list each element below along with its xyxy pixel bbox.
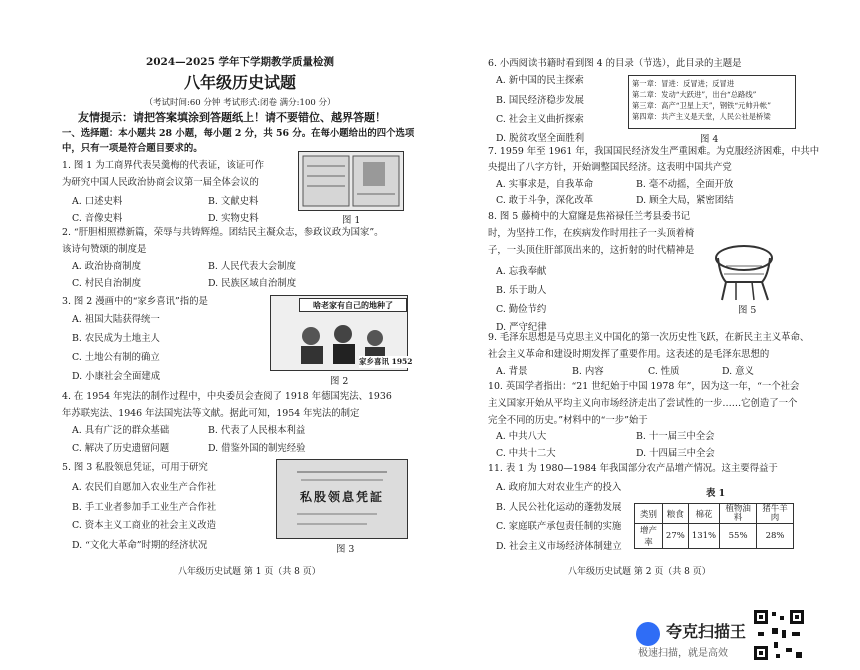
question-5: 5. 图 3 私股领息凭证，可用于研究 xyxy=(62,462,208,473)
question-8-stem-2: 时，为坚持工作，在疾病发作时用拄子一头顶着椅 xyxy=(488,228,695,239)
toc-line-1: 第一章：冒进：反冒进；反冒进 xyxy=(632,79,735,88)
q6-option-b[interactable]: B. 国民经济稳步发展 xyxy=(496,95,584,106)
question-8-stem-3: 子，一头顶住肝部顶出来的，这折射的时代精神是 xyxy=(488,245,695,256)
q7-option-a[interactable]: A. 实事求是，自我革命 xyxy=(496,179,594,190)
scanner-slogan: 极速扫描，就是高效 xyxy=(638,648,728,659)
question-3: 3. 图 2 漫画中的“家乡喜讯”指的是 xyxy=(62,296,208,307)
certificate-illustration xyxy=(299,152,403,210)
q10-option-b[interactable]: B. 十一届三中全会 xyxy=(636,431,715,442)
subject-title: 八年级历史试题 xyxy=(183,73,296,92)
question-8-stem-1: 8. 图 5 藤椅中的大窟窿是焦裕禄任兰考县委书记 xyxy=(488,211,690,222)
figure-2-image xyxy=(270,295,413,371)
question-9-stem-1: 9. 毛泽东思想是马克思主义中国化的第一次历史性飞跃，在新民主主义革命、 xyxy=(488,332,810,343)
question-7-stem-2: 央提出了八字方针，开始调整国民经济。这表明中国共产党 xyxy=(488,162,732,173)
table-header-cell: 粮食 xyxy=(662,504,688,524)
figure-5-caption: 图 5 xyxy=(738,305,757,316)
toc-list xyxy=(629,76,795,124)
q11-option-a[interactable]: A. 政府加大对农业生产的投入 xyxy=(496,482,622,493)
exam-title: 2024—2025 学年下学期教学质量检测 xyxy=(145,56,335,68)
q9-option-c[interactable]: C. 性质 xyxy=(648,366,680,377)
table-1-title: 表 1 xyxy=(706,488,726,499)
q2-option-a[interactable]: A. 政治协商制度 xyxy=(72,261,141,272)
table-row xyxy=(635,524,794,549)
q10-option-c[interactable]: C. 中共十二大 xyxy=(496,448,556,459)
section-heading-line2: 中，只有一项是符合题目要求的。 xyxy=(62,143,203,154)
figure-3-image xyxy=(276,459,408,539)
q7-option-d[interactable]: D. 顾全大局，紧密团结 xyxy=(636,195,734,206)
q2-option-c[interactable]: C. 村民自治制度 xyxy=(72,278,142,289)
section-heading-line1: 一、选择题：本小题共 28 小题，每小题 2 分，共 56 分。在每小题给出的四个选项 xyxy=(62,128,415,139)
question-1-stem-1: 1. 图 1 为工商界代表吴羹梅的代表证，该证可作 xyxy=(62,160,264,171)
question-4-stem-1: 4. 在 1954 年宪法的制作过程中，中央委员会查阅了 1918 年德国宪法、1936 xyxy=(62,391,392,402)
question-10 xyxy=(488,381,799,427)
q9-option-b[interactable]: B. 内容 xyxy=(572,366,604,377)
table-row-label: 增产率 xyxy=(635,524,663,549)
q4-option-a[interactable]: A. 具有广泛的群众基础 xyxy=(72,425,170,436)
toc-line-2: 第二章：发动“大跃进”，出台“总路线” xyxy=(632,90,757,99)
question-2-stem-2: 该诗句赞颂的制度是 xyxy=(62,244,147,255)
table-1 xyxy=(634,503,794,549)
quark-logo-icon xyxy=(636,622,660,646)
table-header-cell: 植物油料 xyxy=(720,504,757,524)
figure-5-image xyxy=(706,236,780,302)
footer-left: 八年级历史试题 第 1 页（共 8 页） xyxy=(178,567,321,577)
question-7 xyxy=(488,146,819,174)
table-cell: 28% xyxy=(757,524,794,549)
exam-info: （考试时间:60 分钟 考试形式:闭卷 满分:100 分） xyxy=(144,98,336,108)
q6-option-c[interactable]: C. 社会主义曲折探索 xyxy=(496,114,584,125)
q4-option-d[interactable]: D. 借鉴外国的制宪经验 xyxy=(208,443,306,454)
table-header-cell: 猪牛羊肉 xyxy=(757,504,794,524)
q7-option-c[interactable]: C. 敢于斗争，深化改革 xyxy=(496,195,594,206)
q10-option-a[interactable]: A. 中共八大 xyxy=(496,431,547,442)
rattan-chair-illustration xyxy=(706,236,780,302)
q6-option-d[interactable]: D. 脱贫攻坚全面胜利 xyxy=(496,133,585,144)
question-7-stem-1: 7. 1959 年至 1961 年，我国国民经济发生严重困难。为克服经济困难，中共中 xyxy=(488,146,820,157)
q1-option-a[interactable]: A. 口述史料 xyxy=(72,196,123,207)
question-2 xyxy=(62,227,384,256)
question-6: 6. 小西阅读书籍时看到图 4 的目录（节选），此目录的主题是 xyxy=(488,58,742,69)
q1-option-d[interactable]: D. 实物史料 xyxy=(208,213,259,224)
q6-option-a[interactable]: A. 新中国的民主探索 xyxy=(496,75,584,86)
table-header-cell: 棉花 xyxy=(688,504,719,524)
question-4-stem-2: 年苏联宪法、1946 年法国宪法等文献。据此可知，1954 年宪法的制定 xyxy=(62,408,360,419)
question-10-stem-3: 完全不同的历史。”材料中的“一步”始于 xyxy=(488,415,648,426)
figure-2-banner: 啥老家有自己的地种了 xyxy=(299,298,407,312)
friendly-tip: 友情提示：请把答案填涂到答题纸上！请不要错位、越界答题！ xyxy=(78,111,386,124)
figure-2-inner-caption: 家乡喜讯 1952 xyxy=(359,357,413,366)
figure-1-image xyxy=(298,151,404,211)
q4-option-c[interactable]: C. 解决了历史遗留问题 xyxy=(72,443,170,454)
q8-option-d[interactable]: D. 严守纪律 xyxy=(496,322,547,333)
figure-4-toc xyxy=(628,75,796,129)
q4-option-b[interactable]: B. 代表了人民根本利益 xyxy=(208,425,306,436)
q8-option-a[interactable]: A. 忘我奉献 xyxy=(496,266,547,277)
q8-option-b[interactable]: B. 乐于助人 xyxy=(496,285,547,296)
question-1 xyxy=(62,160,264,189)
toc-line-3: 第三章：高产“卫星上天”，钢铁“元帅升帐” xyxy=(632,101,771,110)
q3-option-b[interactable]: B. 农民成为土地主人 xyxy=(72,333,160,344)
table-cell: 27% xyxy=(662,524,688,549)
q1-option-c[interactable]: C. 音像史料 xyxy=(72,213,123,224)
qr-pattern xyxy=(752,608,806,662)
table-cell: 55% xyxy=(720,524,757,549)
q5-option-d[interactable]: D. “文化大革命”时期的经济状况 xyxy=(72,540,208,551)
q8-option-c[interactable]: C. 勤俭节约 xyxy=(496,304,547,315)
question-9-stem-2: 社会主义革命和建设时期发挥了重要作用。这表述的是毛泽东思想的 xyxy=(488,349,770,360)
q3-option-c[interactable]: C. 土地公有制的确立 xyxy=(72,352,160,363)
q5-option-c[interactable]: C. 资本主义工商业的社会主义改造 xyxy=(72,520,217,531)
q5-option-b[interactable]: B. 手工业者参加手工业生产合作社 xyxy=(72,502,217,513)
figure-4-caption: 图 4 xyxy=(700,134,719,145)
table-cell: 131% xyxy=(688,524,719,549)
question-1-stem-2: 为研究中国人民政治协商会议第一届全体会议的 xyxy=(62,177,259,188)
table-header-row xyxy=(635,504,794,524)
q11-option-c[interactable]: C. 家庭联产承包责任制的实施 xyxy=(496,521,622,532)
q11-option-d[interactable]: D. 社会主义市场经济体制建立 xyxy=(496,541,622,552)
q2-option-d[interactable]: D. 民族区域自治制度 xyxy=(208,278,297,289)
q10-option-d[interactable]: D. 十四届三中全会 xyxy=(636,448,715,459)
q9-option-d[interactable]: D. 意义 xyxy=(722,366,754,377)
q1-option-b[interactable]: B. 文献史料 xyxy=(208,196,259,207)
q3-option-d[interactable]: D. 小康社会全面建成 xyxy=(72,371,161,382)
question-4 xyxy=(62,391,392,420)
question-9 xyxy=(488,332,809,361)
q7-option-b[interactable]: B. 毫不动摇，全面开放 xyxy=(636,179,734,190)
scanner-app-name: 夸克扫描王 xyxy=(666,622,747,641)
q3-option-a[interactable]: A. 祖国大陆获得统一 xyxy=(72,314,160,325)
table-header-cell: 类别 xyxy=(635,504,663,524)
figure-2-caption: 图 2 xyxy=(330,376,349,387)
question-11: 11. 表 1 为 1980—1984 年我国部分农产品增产情况。这主要得益于 xyxy=(488,463,778,474)
q9-option-a[interactable]: A. 背景 xyxy=(496,366,528,377)
qr-code-icon xyxy=(752,608,806,662)
toc-line-4: 第四章：共产主义是天堂，人民公社是桥梁 xyxy=(632,112,771,121)
footer-right: 八年级历史试题 第 2 页（共 8 页） xyxy=(568,567,711,577)
q11-option-b[interactable]: B. 人民公社化运动的蓬勃发展 xyxy=(496,502,622,513)
figure-3-caption: 图 3 xyxy=(336,544,355,555)
question-10-stem-2: 主义国家开始从平均主义向市场经济走出了尝试性的一步……它创造了一个 xyxy=(488,398,798,409)
q5-option-a[interactable]: A. 农民们自愿加入农业生产合作社 xyxy=(72,482,216,493)
question-2-stem-1: 2. “肝胆相照襟新篇，荣辱与共铸辉煌。团结民主凝众志，参政议政为国家”。 xyxy=(62,227,384,238)
figure-3-certificate-title: 私股领息凭証 xyxy=(299,490,384,504)
figure-1-caption: 图 1 xyxy=(342,215,361,226)
question-8 xyxy=(488,211,694,257)
question-10-stem-1: 10. 英国学者指出：“21 世纪始于中国 1978 年”，因为这一年，“一个社会 xyxy=(488,381,800,392)
q2-option-b[interactable]: B. 人民代表大会制度 xyxy=(208,261,296,272)
